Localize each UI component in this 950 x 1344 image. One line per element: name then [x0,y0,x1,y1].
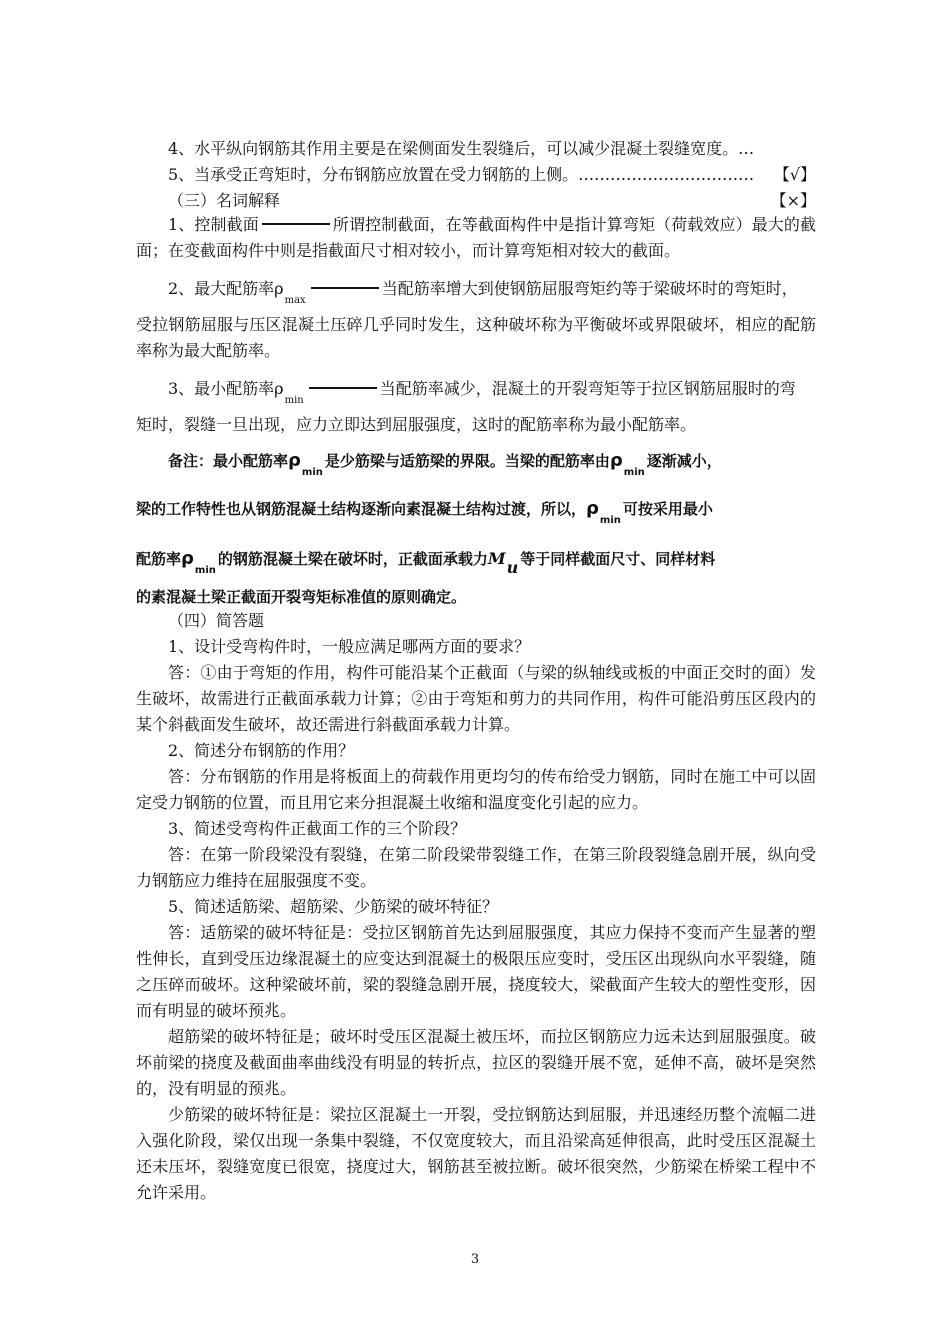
question-2: 2、简述分布钢筋的作用？ [168,741,355,760]
tf-item-5-mark: 【×】 [770,191,816,210]
note-line-4: 的素混凝土梁正截面开裂弯矩标准值的原则确定。 [136,588,467,606]
definition-text: 当配筋率减少，混凝土的开裂弯矩等于拉区钢筋屈服时的弯 [379,379,796,398]
tf-item-4-text: 4、水平纵向钢筋其作用主要是在梁侧面发生裂缝后，可以减少混凝土裂缝宽度。… [168,139,755,158]
definition-min-ratio-body: 矩时，裂缝一旦出现，应力立即达到屈服强度，这时的配筋率称为最小配筋率。 [136,415,697,434]
note-line-1: 备注：最小配筋率$\rho_{min}$是少筋梁与适筋梁的界限。当梁的配筋率由$\rho_{min}$逐渐减小， [168,450,722,478]
definition-text: 当配筋率增大到使钢筋屈服弯矩约等于梁破坏时的弯矩时， [381,279,798,298]
answer-3: 答：在第一阶段梁没有裂缝，在第二阶段梁带裂缝工作，在第三阶段裂缝急剧开展，纵向受力钢筋应力维持在屈服强度不变。 [136,845,816,890]
dash-rule [309,387,377,389]
definition-max-ratio-body: 受拉钢筋屈服与压区混凝土压碎几乎同时发生，这种破坏称为平衡破坏或界限破坏，相应的配筋率称为最大配筋率。 [136,315,816,360]
subscript: max [284,295,306,306]
answer-5-lightly-reinforced: 少筋梁的破坏特征是：梁拉区混凝土一开裂，受拉钢筋达到屈服，并迅速经历整个流幅二进入强化阶段，梁仅出现一条集中裂缝，不仅宽度较大，而且沿梁高延伸很高，此时受压区混凝土还未压坏，裂缝宽度已很宽，挠度过大，钢筋甚至被拉断。破坏很突然，少筋梁在桥梁工程中不允许采用。 [136,1105,816,1202]
definition-min-ratio-line1 [136,376,816,405]
tf-item-5-text: 5、当承受正弯矩时，分布钢筋应放置在受力钢筋的上侧。…………………………… [168,165,755,184]
subscript: min [284,395,304,406]
definition-max-ratio-line1 [136,276,816,305]
note-line-2: 梁的工作特性也从钢筋混凝土结构逐渐向素混凝土结构过渡，所以，$\rho_{min}$可按采用最小 [136,498,713,526]
dash-rule [262,223,330,225]
tf-item-4-mark: 【√】 [773,165,816,184]
dash-rule [311,287,379,289]
note-line-3: 配筋率$\rho_{min}$的钢筋混凝土梁在破坏时，正截面承载力Mu 等于同样截面尺寸、同样材料 [136,548,716,577]
answer-5-over-reinforced: 超筋梁的破坏特征是；破坏时受压区混凝土被压坏，而拉区钢筋应力远未达到屈服强度。破坏前梁的挠度及截面曲率曲线没有明显的转折点，拉区的裂缝开展不宽，延伸不高，破坏是突然的，没有明显的预兆。 [136,1027,816,1098]
question-1: 1、设计受弯构件时，一般应满足哪两方面的要求？ [168,637,531,656]
definition-text: 所谓控制截面，在等截面构件中是指计算弯矩（荷载效应）最大的截面；在变截面构件中则是指截面尺寸相对较小，而计算弯矩相对较大的截面。 [136,215,816,260]
section-4-heading: （四）简答题 [168,611,265,630]
definition-control-section [136,212,816,264]
definition-term: 3、最小配筋率ρ [168,379,284,398]
answer-2: 答：分布钢筋的作用是将板面上的荷载作用更均匀的传布给受力钢筋，同时在施工中可以固定受力钢筋的位置，而且用它来分担混凝土收缩和温度变化引起的应力。 [136,767,816,812]
definition-term: 2、最大配筋率ρ [168,279,284,298]
page-number: 3 [470,1252,480,1267]
answer-5-under-reinforced: 答：适筋梁的破坏特征是：受拉区钢筋首先达到屈服强度，其应力保持不变而产生显著的塑性伸长，直到受压边缘混凝土的应变达到混凝土的极限压应变时，受压区出现纵向水平裂缝，随之压碎而破坏。这种梁破坏前，梁的裂缝急剧开展，挠度较大，梁截面产生较大的塑性变形，因而有明显的破坏预兆。 [136,923,816,1020]
question-3: 3、简述受弯构件正截面工作的三个阶段？ [168,819,467,838]
answer-1: 答：①由于弯矩的作用，构件可能沿某个正截面（与梁的纵轴线或板的中面正交时的面）发生破坏，故需进行正截面承载力计算；②由于弯矩和剪力的共同作用，构件可能沿剪压区段内的某个斜截面发生破坏，故还需进行斜截面承载力计算。 [136,663,816,734]
question-5: 5、简述适筋梁、超筋梁、少筋梁的破坏特征？ [168,897,499,916]
definition-term: 1、控制截面 [168,215,259,234]
section-3-heading: （三）名词解释 [168,191,281,210]
